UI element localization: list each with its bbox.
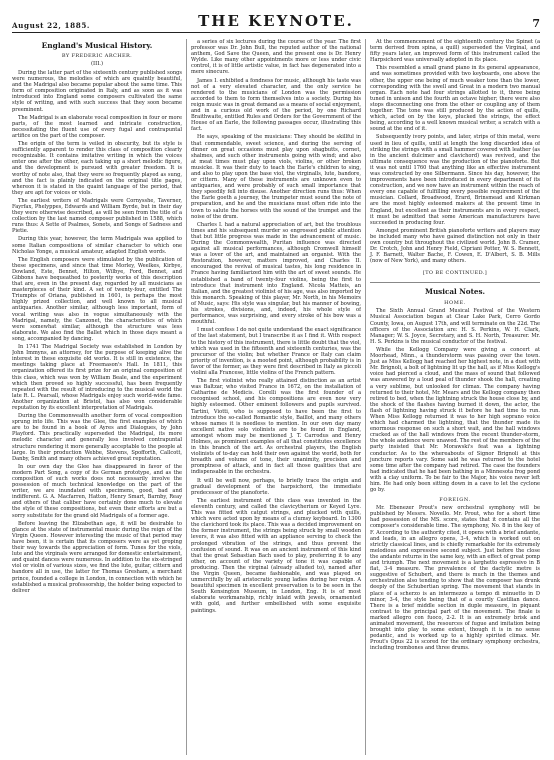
article-paragraph: In our own day the Glee has disappeared in favor of the modern Part Song, a copy of its German prototype, and as the composition of such works does not necessarily involve the possession of much technical knowledge on the part of the writer, we are inundated with specimens, good, bad and indifferent. G. A. Macfarren, Hatton, Henry Smart, Barnby, Reay and others of that caliber have certainly done much to elevate the style of these compositions, but even their efforts are but a sorry substitute for the grand old Madrigals of a former age. [12, 463, 182, 519]
to-be-continued: [TO BE CONTINUED.] [422, 270, 488, 277]
article-paragraph: Before leaving the Elizabethan age, it will be desirable to glance at the state of instrumental music during the reign of the Virgin Queen. However interesting the music of that period may have been, it is certain that its composers were as yet groping their way towards the appreciation of form. Tunes for the viols, lute and the virginals were arranged for domestic entertainment, and quaint dances were numerous. In addition to the six-stringed viol or violin of various sizes, we find the lute, guitar, cittern and bandore all in use, the latter for Thomas Gresham, a merchant prince, founded a college in London, in connection with which he established a musical professorship, the holder being expected to deliver [12, 520, 182, 594]
article-paragraph: Amongst prominent British pianoforte writers and players may be included many who have gained distinction not only in their own country but throughout the civilized world. John B. Cramer, Dr. Crotch, John and Henry Field, Cipriani Potter, W. S. Bennett, J. F. Barnett, Walter Bache, F. Cowen, E. D'Albert, S. B. Mills (now of New York), and many others. [370, 227, 540, 265]
column-2 [186, 39, 361, 755]
article-paragraph: The first violinist who really attained distinction as an artist was Baltzar, who visited France in 1672, on the installation of Catharine de Medicis. Corelli was the first founder of a recognised school, and his compositions are even now very highly esteemed. Other eminent followers and pupils survived. Tartini, Viotti, who is supposed to have been the first to introduce the so-called Romantic style, Baillot, and many others whose names it is needless to mention. In our own day many excellent native solo violinists are to be found in England, amongst whom may be mentioned J. T. Carrodus and Henry Holmes, as prominent examples of all that constitutes excellence in this branch of the art. As orchestral players, the English violinists of to-day can hold their own against the world, both for breadth and volume of tone, their unanimity, precision and promptness of attack, and in fact all those qualities that are indispensable in the orchestra. [191, 378, 361, 476]
page-number: 7 [532, 17, 540, 30]
article-paragraph: This resembled a small grand piano in its general appearance, and was sometimes provided with two keyboards, one above the other, the upper one being of much weaker tone than the lower, corresponding with the swell and Great in a modern two manual organ. Each note had four strings allotted to it, three being tuned in unison and the fourth an octave higher; there were also stops disconnecting one from the other or coupling any of them together. The tone was still produced by the action of quills, which, acted on by the keys, plucked the strings, the effect being, according to a well known musical writer, a scratch with a sound at the end of it. [370, 65, 540, 133]
article-paragraph: Charles I. had a natural appreciation of art, but the troublous times and his subsequent murder so engrossed public attention that but little progress was made in the advancement of music. During the Commonwealth, Puritan influence was directed against all musical performances, although Cromwell himself was a lover of the art, and maintained an organist. With the Restoration, however, matters improved, and Charles II. encouraged the revival of musical tastes, his long residence in France having familiarized him with the art of sweet sounds. He established a band of twenty-four violins, being the first to introduce that instrument into England. Nicola Matteis, an Italian, and the greatest violinist of his age, was also imported by this monarch. Speaking of this player, Mr. North, in his Memoirs of Music, says: His style was singular, but his manner of bowing, his strokes, divisions, and, indeed, his whole style of performance, was surprising, and every stroke of his bow was a mouthful. [191, 221, 361, 326]
masthead [12, 4, 540, 33]
article-paragraph: The earliest writers of Madrigals were Cornysshe, Taverner, Fayrfax, Phelyppes, Edwards and William Byrde, but in their day they were otherwise described, as will be seen from the title of a collection by the last named composer published in 1588, which runs thus: A Sette of Psalmes, Sonets, and Songs of Sadness and Pietie. [12, 197, 182, 235]
article-paragraph: a series of six lectures during the course of the year. The first professor was Dr. John Bull, the reputed author of the national anthem, God Save the Queen, and the present one is Dr. Henry Wylde. Like many other appointments more or less under civic control, it is of little artistic value, in fact has degenerated into a mere sinecure. [191, 39, 361, 76]
article-paragraph: At the commencement of the eighteenth century the Spinet (a term derived from spina, a quill) superseded the Virginal, and fifty years later, an improved form of this instrument called the Harpsichord was universally adopted in its place. [370, 39, 540, 64]
issue-date: August 22, 1885. [12, 21, 91, 30]
home-paragraph: The Sixth Annual Grand Musical Festival of the Western Musical Association began at Clear Lake Park, Cerro Gordo County, Iowa, on August 17th, and will terminate on the 22d. The officers of the Association are: H. S. Perkins, W. H. Clark, Manager; W. S. Joyce, Secretary, and S. H. North, Treasurer. Mr. H. S. Perkins is the musical conductor of the festival. [370, 308, 540, 345]
column-1 [12, 39, 182, 755]
article-byline: BY FREDERIC ARCHER. [61, 53, 133, 59]
foreign-paragraph: Mr. Ebenezer Prout's new orchestral symphony will be published by Messrs. Novello. Mr. Prout, who for a short time had possession of the MS. score, states that it contains all the composer's considerable time. The symphony, No. 8 in the key of F. According to the authority cited, it opens with a brief andante, and leads, in an allegro opens, 3-4, which is worked out on strictly classical lines, and is chiefly remarkable for its extremely melodious and expressive second subject. Just before the close the andante returns in the same key, with an effect of great pomp and triumph. The next movement is a larghetto espressivo in B flat, 3-4 measure. The prevalence of the dactylic metre is suggestive of Schubert, and there is much in the themes and orchestration also tending to show that the composer has drunk deeply of the Schubertian spring. The movement that stands in place of a scherzo is an intermezzo a tempo di minuetto in D minor, 3-4, the style being that of a courtly Castilian dance. There is a brief middle section in duple measure, in piquant contrast to the principal part of the movement. The finale is marked allegro con fuoco, 2-2. It is an extremely brisk and animated movement, the resources of fugue and imitation being brought into play to some extent, though it is in no sense pedantic, and is worked up to a highly spirited climax. Mr. Prout's Opus 22 is scored for the ordinary symphony orchestra, including trombones and three drums. [370, 505, 540, 652]
article-paragraph: During the latter part of the sixteenth century published songs were numerous, the melodies of which are quaintly beautiful, and the Madrigal also became popular about the same time. This form of composition originated in Italy, and as soon as it was introduced into England some composers cultivated the same style of writing, and with such success that they soon became preeminent. [12, 70, 182, 113]
article-paragraph: Subsequently ivory points, and later, strips of thin metal, were used in lieu of quills, until at length the long discarded idea of striking the strings with a small hammer covered with leather (as in the ancient dulcimer and clavichord) was revived, and the ultimate consequence was the production of the pianoforte. But it was not until 1760 that anything like an effective instrument was constructed by one Silbermann. Since his day, however, the improvements have been introduced in every department of its construction, and we now have an instrument within the reach of every one capable of fulfilling every possible requirement of the musician. Collard, Broadwood, Erard, Brinsmead and Kirkman are the most highly esteemed makers at the present time in England, but excellent as their instruments are in every respect, it must be admitted that some American manufacturers have succeeded in producing four. [370, 134, 540, 226]
home-heading: HOME. [444, 300, 466, 307]
article-paragraph: The origin of the term is veiled in obscurity, but its style is sufficiently apparent to render this class of composition clearly recognizable. It contains imitative writing in which the voices enter one after the other, each taking up a short melodic figure, and the development is pursued with greater freedom. It is worthy of note also, that they were so frequently played as sung, and the fact is plainly indicated on the original title pages, whereon it is stated in the quaint language of the period, that they are apt for voices or viols. [12, 141, 182, 196]
article-paragraph: It will be well now, perhaps, to briefly trace the origin and gradual development of the harpsichord, the immediate predecessor of the pianoforte. [191, 477, 361, 496]
musical-notes-title: Musical Notes. [370, 282, 540, 296]
column-3 [365, 39, 540, 755]
article-paragraph: James I. exhibited a fondness for music, although his taste was not of a very elevated character, and the only service he rendered to the musicians of London was the permission accorded to them to form themselves into a society. During his reign music was in great demand as a means of social enjoyment, and in a curious old work of the period, by one Richard Braithwaite, entitled Rules and Orders for the Government of the House of an Earle, the following passages occur, illustrating this fact. [191, 77, 361, 133]
foreign-heading: FOREIGN. [439, 497, 471, 504]
article-paragraph: The earliest instrument of this class was invented in the eleventh century, and called the clavicytherium or Keyed Lyre. This was fitted with catgut strings, and plucked with quills, which were acted upon by means of a clumsy keyboard. In 1300 the clavichord took its place. This was a decided improvement on the former instrument, the strings being struck by small wooden levers, it was also fitted with an appliance serving to check the prolonged vibration of the strings, and thus prevent the confusion of sound. It was on an ancient instrument of this kind that the great Sebastian Bach used to play, preferring it to any other, on account of the variety of tone it was capable of producing. Then the virginal (already alluded to), named after the Virgin Queen, became fashionable, and was played on unmercifully by all aristocratic young ladies during her reign. A beautiful specimen in excellent preservation is to be seen in the South Kensington Museum, in London, Eng. It is of most elaborate workmanship, richly inlaid with jewels, ornamented with gold, and further embellished with some exquisite paintings. [191, 497, 361, 614]
home-paragraph: While the Kellogg Company were giving a concert at Moorhead, Minn., a thunderstorm was passing over the town. Just as Miss Kellogg had reached her highest note, in a duet with Mr. Brignoli, a bolt of lightning lit up the hall, as if Miss Kellogg's voice had pierced a cloud, and the mass of sound that followed was answered by a loud peal of thunder shook the hall, creating a very sublime, but unlooked for climax. The company having returned to their hotel, Mr. Mears and the Kellogg company then retired to bed, when the lightning struck the house close by, and the shock of the flashes having burned it down, the actor, the flash of lightning having struck it before he had time to run. When Miss Kellogg returned it was to her high soprano voice which had charmed the lightning, that the thunder made its enormous response on such a short wait, and the hall windows cracked as of the hall windows from the recent thunder-storm, the whole audience were unawed. The rest of the members of the party insisted that Mr. Morawski's feat was a lightning conductor. As to the whereabouts of Signor Brignoli at this juncture reports vary. Some said he was returned to the hotel some time after the company had retired. The case the founders had indicated that he had been bathing in a Minnesota frog pond with a clay uniform. To be fair to the Major, his voice never left him. He had only been sitting down in a cave to let the cyclone go by. [370, 346, 540, 494]
article-paragraph: During this year, however, the term Madrigals was applied to some Italian compositions of similar character to which one Nicholas Yonge, a musical amateur, adapted English words. [12, 236, 182, 255]
article-paragraph: He says, speaking of the musicians: They should be skillful in that commendable, sweet science, and during the serving of dinner on great occasions must play upon shagbutts, cornet, shalmes, and such other instruments going with wind; and also at meat times must play upon viols, violins, or other broken musicke. It was their duty to teach the Earle's children to sing, and also to play upon the base viol, the virginalls, lute, bandore, or cittern. Many of these instruments are unknown even to antiquaries, and were probably of such small importance that they speedily fell into disuse. Another direction runs thus: When the Earle goeth a journey, the trumpeter must sound the note of preparation, and he and the musicians must often ride into the town to salute the horses with the sound of the trumpet and the noise of the drum. [191, 134, 361, 220]
publication-title: THE KEYNOTE. [198, 12, 354, 30]
article-part: (III.) [90, 61, 104, 67]
article-paragraph: I must confess I do not quite understand the exact significance of the last statement, but I transcribe it as I find it. With respect to the history of this instrument, there is little doubt that the viol, which was used in the fifteenth and sixteenth centuries, was the precursor of the violin; but whether France or Italy can claim priority of invention, is a mooted point, although probability is in favor of the former, as they were first described in Italy as piccoli violini alla Francese, little violins of the French pattern. [191, 327, 361, 376]
article-paragraph: In 1741 The Madrigal Society was established in London by John Immyns, an attorney, for the purpose of keeping alive the interest in these exquisite old works. It is still in existence, the meetings taking place at Freemason's Hall. In 1811, this organization offered its first prize for an original composition of this class, which was won by William Beale, and the experiment which then proved so highly successful, has been frequently repeated with the result of introducing to the musical world the late R. L. Pearsall, whose Madrigals enjoy such world-wide fame. Another organization at Bristol, has also won considerable reputation by its excellent interpretation of Madrigals. [12, 344, 182, 411]
article-title: England's Musical History. [41, 41, 153, 50]
columns [12, 39, 540, 755]
article-paragraph: During the Commonwealth another form of vocal composition sprung into life. This was the Glee, the first examples of which are to be found in a book of Ayres and Dialogues, by John Playford. This practically superseded the Madrigal, its more melodic character and generally less involved contrapuntal structure rendering it more generally acceptable to the people at large. In their production Webbe, Stevens, Spofforth, Callcott, Danby, Smith and many others achieved great reputation. [12, 413, 182, 462]
article-paragraph: The Madrigal is an elaborate vocal composition in four or more parts, of the most learned and intricate construction, necessitating the fluent use of every fugal and contrapuntal artifice on the part of the composer. [12, 114, 182, 139]
article-paragraph: The English composers were stimulated by the publication of these specimens, and since that time Morley, Weelkes, Kirbye, Dowland, Este, Bennet, Hilton, Wilbye, Ford, Bennet, and Gibbons have bequeathed to posterity works of this description that are, even in the present day, regarded by all musicians as masterpieces of their kind. A set of twenty-four, entitled The Triumphs of Oriana, published in 1601, is perhaps the most highly prized collection, and well known to all musical antiquaries. Another similar, although less important, form of vocal writing was also in vogue simultaneously with the Madrigal, namely, the Canzonet, the characteristics of which were somewhat similar, although the structure was less elaborate. We also find the Ballet which in those days meant a song, accompanied by dancing. [12, 256, 182, 342]
